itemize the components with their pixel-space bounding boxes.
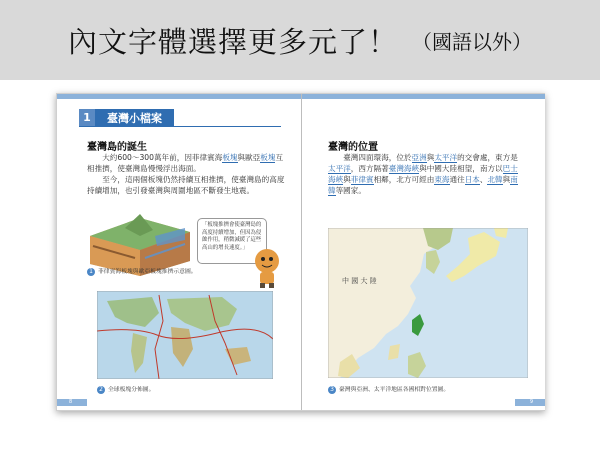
caption-1-text: 菲律賓海板塊與歐亞板塊推擠示意圖。 [98, 269, 197, 275]
left-body-text [87, 152, 287, 196]
caption-2-text: 全球板塊分佈圖。 [108, 387, 155, 393]
left-paragraph-2: 至今，這兩個板塊仍然持續互相推擠，使臺灣島的高度持續增加，也引發臺灣與周圍地區不斷發生地震。 [87, 175, 285, 195]
chapter-title: 臺灣小檔案 [95, 109, 174, 126]
east-asia-map [328, 228, 528, 378]
title-bar [0, 0, 600, 80]
chapter-number: 1 [79, 109, 95, 126]
caption-3 [328, 386, 518, 394]
chapter-rule [79, 126, 281, 127]
caption-1-number: 1 [87, 268, 95, 276]
slide-title: 內文字體選擇更多元了！ [67, 24, 398, 59]
book-spread [56, 93, 545, 411]
caption-1 [87, 268, 197, 276]
caption-2 [97, 386, 247, 394]
right-body-text [328, 152, 524, 196]
slide-title-note: （國語以外） [412, 29, 532, 54]
page-top-rule [57, 94, 301, 99]
caption-3-number: 3 [328, 386, 336, 394]
east-asia-map-frame [328, 228, 528, 378]
caption-2-number: 2 [97, 386, 105, 394]
chapter-header [79, 109, 174, 126]
cartoon-character-icon [249, 246, 285, 288]
page-top-rule [302, 94, 545, 99]
right-page [301, 94, 545, 410]
section-heading-location: 臺灣的位置 [328, 142, 378, 153]
right-paragraph: 臺灣四面環海，位於亞洲與太平洋的交會處，東方是太平洋，西方隔著臺灣海峽與中國大陸相望，南方以巴士海峽與菲律賓相鄰，北方可經由東海通往日本、北韓與南韓等國家。 [328, 153, 518, 195]
speech-bubble: 「板塊推擠會使臺灣島的高度持續增加，但因為侵蝕作用，稍微減緩了這些高山的增長速度。」 [197, 218, 267, 264]
caption-3-text: 臺灣與亞洲、太平洋地區各國相對位置圖。 [339, 387, 450, 393]
left-page-number: 8 [69, 399, 73, 405]
left-page [57, 94, 301, 410]
section-heading-birth: 臺灣島的誕生 [87, 142, 147, 153]
right-page-number: 9 [529, 399, 533, 405]
left-paragraph-1: 大約600～300萬年前，因菲律賓海板塊與歐亞板塊互相推擠，使臺灣島慢慢浮出海面。 [87, 153, 284, 173]
world-plate-map [97, 291, 273, 379]
map-label-china: 中 國 大 陸 [342, 277, 377, 285]
